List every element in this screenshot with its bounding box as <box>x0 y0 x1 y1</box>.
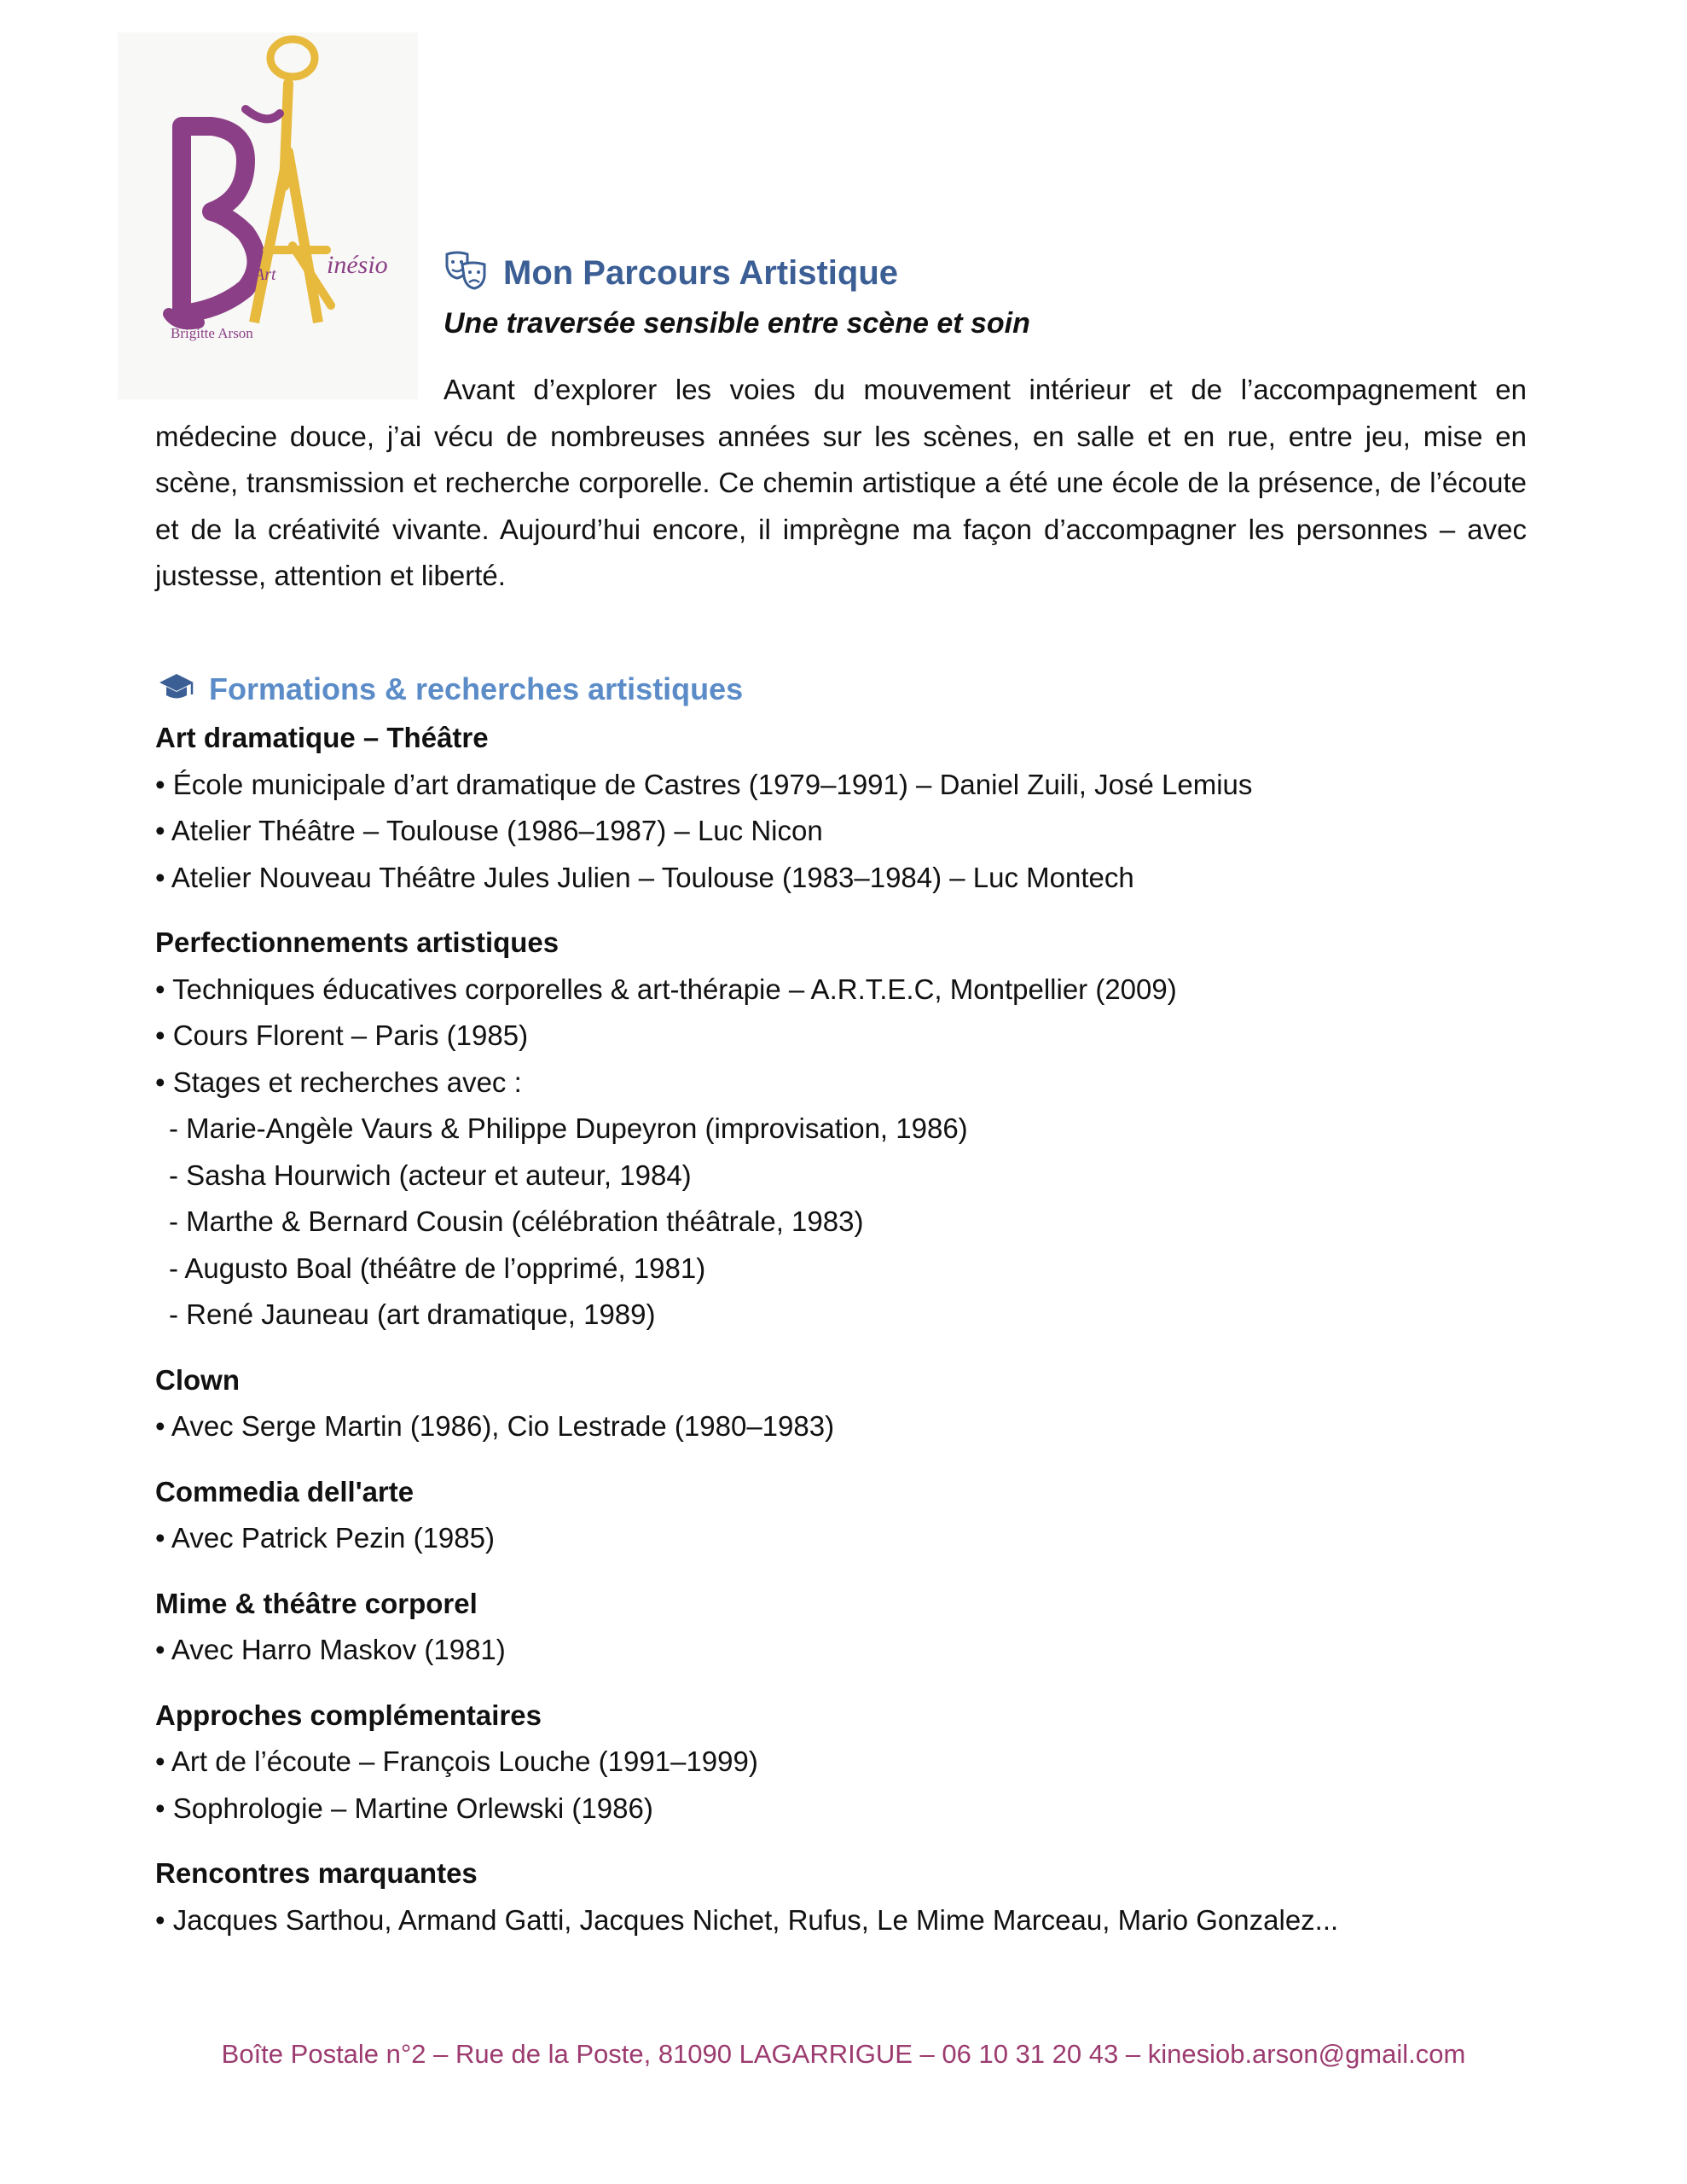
brand-logo-graphic <box>118 32 418 399</box>
list-item: • Avec Patrick Pezin (1985) <box>155 1522 495 1554</box>
group-art-dramatique <box>155 715 1537 901</box>
list-item: • Art de l’écoute – François Louche (1991–1999) <box>155 1745 758 1777</box>
group-clown <box>155 1357 1537 1450</box>
group-approches <box>155 1693 1537 1833</box>
list-item: • Jacques Sarthou, Armand Gatti, Jacques Nichet, Rufus, Le Mime Marceau, Mario Gonzalez... <box>155 1903 1339 1936</box>
theater-masks-icon <box>443 249 488 298</box>
section-header <box>158 667 743 712</box>
graduation-cap-icon <box>158 672 195 707</box>
list-item: • Atelier Nouveau Théâtre Jules Julien – Toulouse (1983–1984) – Luc Montech <box>155 861 1134 893</box>
formations-list <box>155 715 1537 1943</box>
sub-list-item: - Marthe & Bernard Cousin (célébration théâtrale, 1983) <box>169 1205 864 1237</box>
intro-text: Avant d’explorer les voies du mouvement intérieur et de l’accompagnement en médecine douce, j’ai vécu de nombreuses années sur les scènes, en salle et en rue, entre jeu, mise en scène, transmission et recherche corporelle. Ce chemin artistique a été une école de la présence, de l’écoute et de la créativité vivante. Aujourd’hui encore, il imprègne ma façon d’accompagner les personnes – avec justesse, attention et liberté. <box>155 374 1527 591</box>
sub-list-item: - Augusto Boal (théâtre de l’opprimé, 1981) <box>169 1252 706 1284</box>
group-commedia <box>155 1469 1537 1562</box>
group-heading: Clown <box>155 1363 240 1396</box>
group-rencontres <box>155 1850 1537 1943</box>
group-heading: Art dramatique – Théâtre <box>155 722 489 753</box>
sub-list-item: - René Jauneau (art dramatique, 1989) <box>169 1298 656 1330</box>
list-item: • Sophrologie – Martine Orlewski (1986) <box>155 1792 653 1824</box>
list-item: • Techniques éducatives corporelles & art-thérapie – A.R.T.E.C, Montpellier (2009) <box>155 973 1177 1005</box>
group-heading: Perfectionnements artistiques <box>155 926 559 958</box>
logo-text-kinesio: inésio <box>327 251 388 279</box>
page-subtitle: Une traversée sensible entre scène et soin <box>443 307 1030 340</box>
brand-logo <box>118 32 418 399</box>
sub-list-item: - Sasha Hourwich (acteur et auteur, 1984) <box>169 1159 692 1191</box>
list-item: • Stages et recherches avec : <box>155 1066 522 1098</box>
group-heading: Approches complémentaires <box>155 1699 542 1731</box>
list-item: • Atelier Théâtre – Toulouse (1986–1987) – Luc Nicon <box>155 815 823 846</box>
page-header <box>443 247 898 299</box>
logo-text-name: Brigitte Arson <box>171 325 253 341</box>
list-item: • Avec Harro Maskov (1981) <box>155 1634 506 1665</box>
group-perfectionnements <box>155 920 1537 1339</box>
list-item: • École municipale d’art dramatique de Castres (1979–1991) – Daniel Zuili, José Lemius <box>155 768 1253 800</box>
list-item: • Cours Florent – Paris (1985) <box>155 1019 529 1051</box>
group-heading: Commedia dell'arte <box>155 1475 415 1507</box>
intro-paragraph <box>155 367 1527 600</box>
sub-list-item: - Marie-Angèle Vaurs & Philippe Dupeyron (improvisation, 1986) <box>169 1112 968 1144</box>
logo-text-art: Art <box>254 265 276 284</box>
section-title: Formations & recherches artistiques <box>209 671 744 706</box>
group-heading: Mime & théâtre corporel <box>155 1587 478 1619</box>
list-item: • Avec Serge Martin (1986), Cio Lestrade (1980–1983) <box>155 1410 835 1442</box>
footer-contact: Boîte Postale n°2 – Rue de la Poste, 81090 LAGARRIGUE – 06 10 31 20 43 – kinesiob.arson@gmail.com <box>221 2039 1466 2069</box>
group-heading: Rencontres marquantes <box>155 1857 478 1889</box>
page-title: Mon Parcours Artistique <box>503 253 899 292</box>
group-mime <box>155 1581 1537 1674</box>
